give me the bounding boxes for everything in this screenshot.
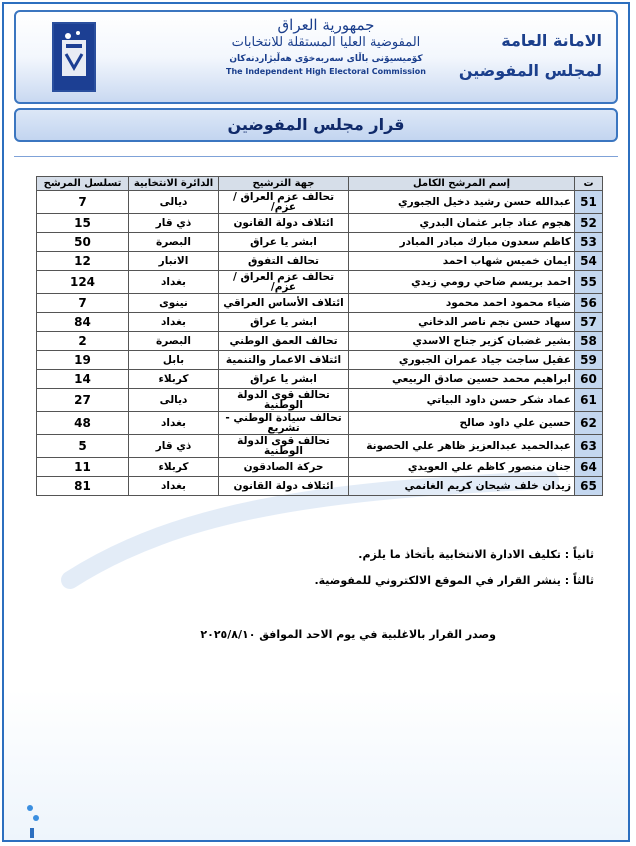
candidate-district: ذي قار xyxy=(129,214,219,233)
seal-commission-ar: المفوضية العليا المستقلة للانتخابات xyxy=(231,35,421,50)
candidate-name: سهاد حسن نجم ناصر الدخاني xyxy=(349,313,575,332)
candidate-party: ائتلاف دولة القانون xyxy=(219,477,349,496)
seal-country: جمهورية العراق xyxy=(277,16,375,34)
candidate-district: بابل xyxy=(129,351,219,370)
candidate-sequence: 27 xyxy=(37,389,129,412)
candidate-name: ضياء محمود احمد محمود xyxy=(349,294,575,313)
candidate-district: كربلاء xyxy=(129,370,219,389)
candidate-sequence: 50 xyxy=(37,233,129,252)
candidate-name: حسين علي داود صالح xyxy=(349,412,575,435)
candidate-party: تحالف عزم العراق /عزم/ xyxy=(219,271,349,294)
col-party-header: جهة الترشيح xyxy=(219,177,349,191)
commission-seal xyxy=(216,16,436,78)
decision-third: ثالثاً : ينشر القرار في الموقع الالكتروني للمفوضية. xyxy=(314,574,594,587)
candidate-sequence: 124 xyxy=(37,271,129,294)
candidate-name: عماد شكر حسن داود البياتي xyxy=(349,389,575,412)
candidate-name: بشير غضبان كزير جناح الاسدي xyxy=(349,332,575,351)
table-row xyxy=(37,458,603,477)
candidate-party: تحالف قوى الدولة الوطنية xyxy=(219,435,349,458)
candidate-district: ديالى xyxy=(129,389,219,412)
candidate-name: جنان منصور كاظم علي العويدي xyxy=(349,458,575,477)
table-row xyxy=(37,477,603,496)
candidate-party: ائتلاف الاعمار والتنمية xyxy=(219,351,349,370)
candidate-name: احمد بريسم ضاحي رومي زيدي xyxy=(349,271,575,294)
candidate-name: زيدان خلف شيحان كريم الغانمي xyxy=(349,477,575,496)
candidate-number: 64 xyxy=(575,458,603,477)
candidate-sequence: 84 xyxy=(37,313,129,332)
candidate-name: عبدالله حسن رشيد دخيل الجبوري xyxy=(349,191,575,214)
candidate-number: 65 xyxy=(575,477,603,496)
table-header-row xyxy=(37,177,603,191)
col-num-header: ت xyxy=(575,177,603,191)
candidate-sequence: 5 xyxy=(37,435,129,458)
candidate-district: بغداد xyxy=(129,313,219,332)
candidate-number: 54 xyxy=(575,252,603,271)
candidate-district: بغداد xyxy=(129,271,219,294)
candidate-sequence: 48 xyxy=(37,412,129,435)
candidate-number: 56 xyxy=(575,294,603,313)
table-row xyxy=(37,389,603,412)
candidate-district: ديالى xyxy=(129,191,219,214)
candidate-name: هجوم عناد جابر عثمان البدري xyxy=(349,214,575,233)
secretariat-line1: الامانة العامة xyxy=(501,31,602,50)
candidate-name: عبدالحميد عبدالعزيز ظاهر علي الحصونة xyxy=(349,435,575,458)
candidate-sequence: 14 xyxy=(37,370,129,389)
candidate-name: كاظم سعدون مبارك مبادر المبادر xyxy=(349,233,575,252)
candidate-district: بغداد xyxy=(129,477,219,496)
table-row xyxy=(37,412,603,435)
candidate-sequence: 11 xyxy=(37,458,129,477)
candidate-number: 51 xyxy=(575,191,603,214)
table-row xyxy=(37,294,603,313)
candidate-name: ايمان خميس شهاب احمد xyxy=(349,252,575,271)
candidate-district: نينوى xyxy=(129,294,219,313)
page-title: قرار مجلس المفوضين xyxy=(14,108,618,142)
candidate-number: 60 xyxy=(575,370,603,389)
seal-commission-ku: كۆمیسیۆنی باڵای سەربەخۆی هەڵبژاردنەکان xyxy=(229,54,423,64)
secretariat-title xyxy=(459,26,602,86)
table-row xyxy=(37,271,603,294)
candidate-district: بغداد xyxy=(129,412,219,435)
table-row xyxy=(37,370,603,389)
col-name-header: إسم المرشح الكامل xyxy=(349,177,575,191)
candidate-party: تحالف التفوق xyxy=(219,252,349,271)
candidate-party: تحالف قوى الدولة الوطنية xyxy=(219,389,349,412)
table-row xyxy=(37,252,603,271)
candidate-sequence: 15 xyxy=(37,214,129,233)
candidate-name: ابراهيم محمد حسين صادق الربيعي xyxy=(349,370,575,389)
letterhead xyxy=(14,10,618,104)
divider xyxy=(14,156,618,157)
candidate-party: ائتلاف دولة القانون xyxy=(219,214,349,233)
candidate-party: حركة الصادقون xyxy=(219,458,349,477)
table-row xyxy=(37,214,603,233)
candidate-number: 61 xyxy=(575,389,603,412)
table-row xyxy=(37,313,603,332)
candidate-party: تحالف العمق الوطني xyxy=(219,332,349,351)
table-row xyxy=(37,332,603,351)
candidate-number: 62 xyxy=(575,412,603,435)
candidate-district: البصرة xyxy=(129,332,219,351)
table-row xyxy=(37,191,603,214)
table-row xyxy=(37,233,603,252)
candidate-party: ائتلاف الأساس العراقي xyxy=(219,294,349,313)
candidate-district: كربلاء xyxy=(129,458,219,477)
candidate-name: عقيل ساجت جياد عمران الجبوري xyxy=(349,351,575,370)
candidate-party: تحالف سيادة الوطني - تشريع xyxy=(219,412,349,435)
candidate-sequence: 2 xyxy=(37,332,129,351)
candidate-party: تحالف عزم العراق /عزم/ xyxy=(219,191,349,214)
candidate-number: 57 xyxy=(575,313,603,332)
candidates-table xyxy=(36,176,603,496)
seal-commission-en: The Independent High Electoral Commission xyxy=(226,67,426,76)
candidate-number: 55 xyxy=(575,271,603,294)
candidate-number: 59 xyxy=(575,351,603,370)
secretariat-line2: لمجلس المفوضين xyxy=(458,61,602,80)
candidate-number: 58 xyxy=(575,332,603,351)
col-district-header: الدائرة الانتخابية xyxy=(129,177,219,191)
table-row xyxy=(37,435,603,458)
candidate-number: 53 xyxy=(575,233,603,252)
issuance-statement: وصدر القرار بالاغلبية في يوم الاحد الموافق ٢٠٢٥/٨/١٠ xyxy=(200,628,496,641)
table-row xyxy=(37,351,603,370)
candidate-number: 52 xyxy=(575,214,603,233)
decision-second: ثانياً : تكليف الادارة الانتخابية بأتخاذ ما يلزم. xyxy=(358,548,594,561)
candidate-district: الانبار xyxy=(129,252,219,271)
candidate-party: ابشر يا عراق xyxy=(219,370,349,389)
candidate-district: البصرة xyxy=(129,233,219,252)
candidate-sequence: 81 xyxy=(37,477,129,496)
candidate-district: ذي قار xyxy=(129,435,219,458)
candidate-party: ابشر يا عراق xyxy=(219,313,349,332)
candidate-sequence: 7 xyxy=(37,294,129,313)
candidate-number: 63 xyxy=(575,435,603,458)
ihec-logo-icon xyxy=(52,22,96,92)
candidate-sequence: 12 xyxy=(37,252,129,271)
candidate-sequence: 7 xyxy=(37,191,129,214)
col-seq-header: تسلسل المرشح xyxy=(37,177,129,191)
candidate-sequence: 19 xyxy=(37,351,129,370)
corner-logo-icon xyxy=(20,800,60,840)
candidate-party: ابشر يا عراق xyxy=(219,233,349,252)
